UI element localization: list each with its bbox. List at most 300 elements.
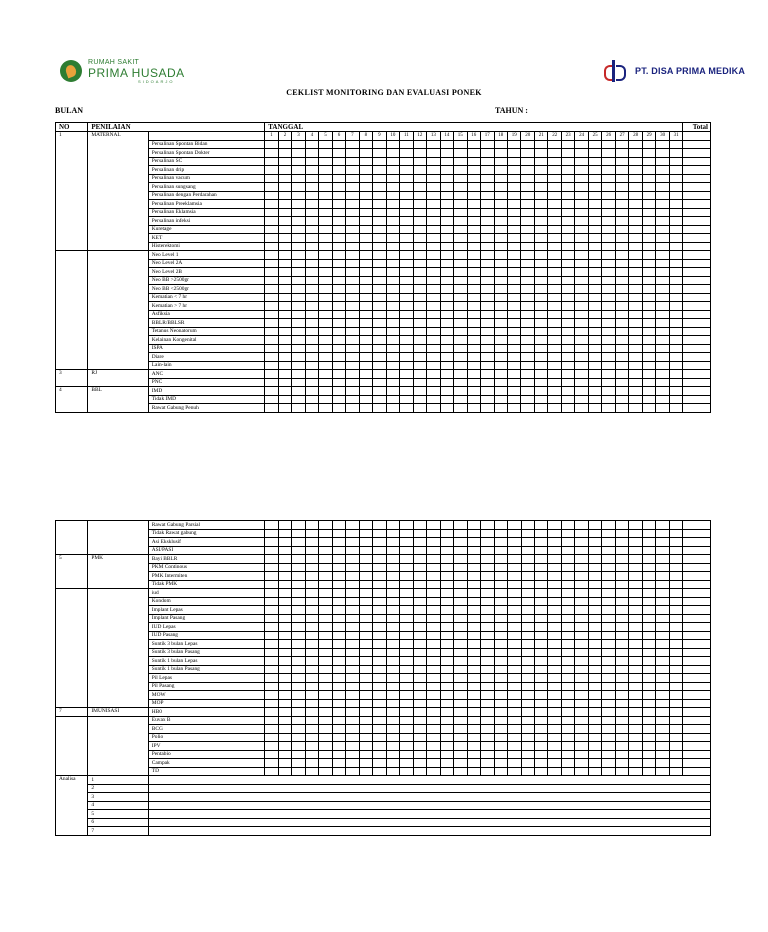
day-cell [656,767,669,776]
day-cell [319,546,332,555]
day-number: 29 [642,132,655,141]
day-cell [535,665,548,674]
day-cell [373,251,386,260]
day-cell [332,293,345,302]
day-cell [467,682,480,691]
day-cell [305,623,318,632]
day-cell [521,234,534,243]
day-cell [669,208,683,217]
day-cell [346,555,359,564]
day-cell [521,293,534,302]
day-cell [265,242,278,251]
day-cell [548,234,561,243]
day-cell [359,631,372,640]
day-cell [400,302,413,311]
day-cell [292,327,305,336]
day-cell [602,157,615,166]
day-cell [440,378,453,387]
day-cell [346,529,359,538]
total-cell [683,742,711,751]
day-number: 16 [467,132,480,141]
day-cell [292,606,305,615]
day-cell [440,268,453,277]
day-cell [548,395,561,404]
table-row [56,140,711,149]
day-cell [467,708,480,717]
day-cell [373,327,386,336]
item-label: Neo BB >2500gr [148,276,265,285]
day-cell [292,191,305,200]
day-number: 2 [278,132,291,141]
day-cell [265,251,278,260]
day-cell [454,657,467,666]
day-cell [400,657,413,666]
item-label: Persalinan vacum [148,174,265,183]
day-cell [602,225,615,234]
day-cell [454,623,467,632]
day-cell [669,183,683,192]
day-cell [386,623,399,632]
day-cell [373,200,386,209]
document-title: CEKLIST MONITORING DAN EVALUASI PONEK [286,88,482,97]
day-cell [602,344,615,353]
day-cell [656,251,669,260]
day-cell [548,174,561,183]
day-cell [305,174,318,183]
day-cell [508,276,521,285]
total-cell [683,648,711,657]
day-cell [373,387,386,396]
table-row [56,742,711,751]
analisa-number: 4 [88,801,148,810]
day-cell [481,742,494,751]
day-cell [346,767,359,776]
day-cell [548,725,561,734]
table-row [56,200,711,209]
day-cell [278,640,291,649]
day-cell [278,217,291,226]
leaf-logo-icon [60,60,82,82]
day-cell [319,521,332,530]
day-cell [561,361,574,370]
day-cell [278,404,291,413]
day-cell [427,259,440,268]
day-cell [413,395,426,404]
day-cell [615,361,628,370]
day-cell [561,225,574,234]
day-cell [305,166,318,175]
day-cell [278,674,291,683]
day-cell [588,563,601,572]
day-cell [359,174,372,183]
day-cell [561,149,574,158]
day-cell [656,742,669,751]
day-cell [359,208,372,217]
day-cell [305,742,318,751]
day-cell [454,682,467,691]
item-label: HB0 [148,708,265,717]
day-cell [413,268,426,277]
day-cell [656,623,669,632]
day-cell [534,336,547,345]
day-cell [427,589,440,598]
day-cell [602,631,615,640]
day-cell [346,319,359,328]
day-cell [535,538,548,547]
day-cell [494,742,507,751]
total-cell [683,691,711,700]
day-cell [575,767,588,776]
day-cell [400,404,413,413]
group-number: 1 [56,132,88,251]
day-cell [292,716,305,725]
day-cell [440,555,453,564]
day-cell [346,657,359,666]
day-cell [265,597,278,606]
day-cell [508,674,521,683]
day-cell [494,521,507,530]
day-cell [669,606,682,615]
day-cell [656,259,669,268]
day-cell [629,174,642,183]
day-cell [642,538,655,547]
day-cell [656,395,669,404]
day-cell [346,378,359,387]
group-number: 4 [56,387,88,413]
day-cell [534,157,547,166]
day-cell [319,217,332,226]
day-cell [319,640,332,649]
company-name: PT. DISA PRIMA MEDIKA [635,66,746,76]
day-cell [669,404,683,413]
day-cell [305,538,318,547]
day-cell [413,234,426,243]
day-cell [535,580,548,589]
day-cell [265,361,278,370]
day-cell [386,242,399,251]
day-cell [494,623,507,632]
item-label: Campak [148,759,265,768]
day-cell [588,521,601,530]
day-cell [481,327,494,336]
day-cell [508,614,521,623]
analisa-row [56,776,711,785]
day-cell [602,395,615,404]
day-cell [508,234,521,243]
day-cell [400,293,413,302]
day-cell [386,361,399,370]
column-penilaian: PENILAIAN [88,123,265,132]
day-cell [386,140,399,149]
day-cell [642,208,655,217]
total-cell [683,344,711,353]
day-cell [642,378,655,387]
day-cell [521,538,534,547]
day-cell [669,242,683,251]
day-cell [427,276,440,285]
day-cell [413,665,426,674]
day-cell [292,336,305,345]
day-cell [386,606,399,615]
day-cell [278,716,291,725]
total-cell [683,268,711,277]
item-label: Tidak PMK [148,580,265,589]
day-cell [265,767,278,776]
day-cell [292,225,305,234]
day-cell [346,699,359,708]
day-cell [508,370,521,379]
day-cell [413,674,426,683]
day-cell [454,529,467,538]
day-cell [642,200,655,209]
day-cell [642,555,655,564]
day-cell [265,302,278,311]
day-cell [481,242,494,251]
day-cell [615,555,628,564]
day-cell [454,191,467,200]
day-cell [656,691,669,700]
day-cell [413,691,426,700]
day-cell [629,597,642,606]
day-cell [588,242,601,251]
day-cell [292,589,305,598]
day-cell [669,521,682,530]
day-cell [346,149,359,158]
day-cell [615,404,628,413]
day-cell [521,327,534,336]
day-cell [467,234,480,243]
day-cell [413,208,426,217]
day-cell [588,268,601,277]
day-cell [332,378,345,387]
day-cell [319,191,332,200]
day-cell [508,733,521,742]
day-cell [535,682,548,691]
day-cell [561,691,574,700]
day-cell [535,674,548,683]
day-cell [602,759,615,768]
day-cell [548,682,561,691]
day-number: 19 [508,132,521,141]
day-cell [359,387,372,396]
day-cell [359,378,372,387]
day-cell [292,742,305,751]
day-cell [346,276,359,285]
day-cell [319,327,332,336]
day-cell [669,387,683,396]
group-category: MATERNAL [88,132,148,251]
day-cell [427,234,440,243]
day-cell [278,370,291,379]
day-cell [373,378,386,387]
day-cell [561,234,574,243]
day-cell [278,521,291,530]
day-cell [588,699,601,708]
day-cell [440,387,453,396]
day-cell [305,157,318,166]
day-cell [494,657,507,666]
day-number: 13 [427,132,440,141]
day-cell [278,733,291,742]
day-cell [534,344,547,353]
day-cell [373,759,386,768]
table-row [56,251,711,260]
day-cell [588,191,601,200]
day-cell [373,580,386,589]
day-cell [305,242,318,251]
day-cell [359,276,372,285]
day-cell [575,546,588,555]
day-cell [508,546,521,555]
day-cell [561,370,574,379]
day-cell [521,725,534,734]
day-cell [656,149,669,158]
day-cell [265,674,278,683]
day-cell [332,538,345,547]
day-cell [292,563,305,572]
total-cell [683,546,711,555]
day-cell [359,319,372,328]
day-cell [319,234,332,243]
day-cell [440,251,453,260]
day-cell [508,555,521,564]
day-cell [278,310,291,319]
day-cell [454,149,467,158]
day-cell [413,733,426,742]
day-cell [346,614,359,623]
day-cell [319,200,332,209]
day-cell [413,200,426,209]
day-cell [413,716,426,725]
day-cell [292,387,305,396]
day-cell [400,166,413,175]
day-cell [615,665,628,674]
day-cell [669,733,682,742]
day-cell [265,183,278,192]
day-cell [561,767,574,776]
day-cell [481,285,494,294]
day-cell [319,631,332,640]
day-cell [535,546,548,555]
day-cell [588,378,601,387]
day-cell [400,742,413,751]
day-cell [305,344,318,353]
day-cell [561,597,574,606]
day-cell [602,555,615,564]
day-cell [548,580,561,589]
day-cell [305,217,318,226]
day-cell [346,750,359,759]
day-cell [548,378,561,387]
day-cell [588,234,601,243]
day-cell [386,682,399,691]
day-cell [629,589,642,598]
day-cell [575,166,588,175]
day-cell [292,404,305,413]
day-cell [669,225,683,234]
day-cell [494,640,507,649]
day-cell [481,648,494,657]
day-cell [292,234,305,243]
day-cell [454,234,467,243]
day-cell [629,259,642,268]
day-cell [373,174,386,183]
day-cell [588,310,601,319]
day-cell [548,191,561,200]
day-cell [413,293,426,302]
day-cell [265,208,278,217]
day-cell [400,759,413,768]
day-cell [481,302,494,311]
item-label: IUD Lepas [148,623,265,632]
day-cell [535,606,548,615]
day-cell [305,149,318,158]
day-cell [278,174,291,183]
day-cell [400,242,413,251]
table-row [56,268,711,277]
table-row [56,750,711,759]
day-cell [440,733,453,742]
day-cell [332,589,345,598]
day-cell [467,538,480,547]
day-cell [265,563,278,572]
day-cell [642,767,655,776]
day-cell [319,716,332,725]
day-cell [332,251,345,260]
day-cell [427,521,440,530]
day-cell [454,268,467,277]
day-cell [561,665,574,674]
day-cell [656,174,669,183]
day-cell [494,327,507,336]
day-cell [386,370,399,379]
day-cell [521,370,534,379]
day-cell [373,242,386,251]
day-cell [292,614,305,623]
day-cell [602,234,615,243]
day-cell [521,336,534,345]
table-row [56,404,711,413]
day-cell [602,682,615,691]
day-cell [413,742,426,751]
analisa-number: 5 [88,810,148,819]
day-cell [467,174,480,183]
day-cell [359,699,372,708]
day-cell [481,572,494,581]
day-cell [373,310,386,319]
day-cell [521,319,534,328]
day-cell [615,140,628,149]
day-cell [319,404,332,413]
day-cell [305,606,318,615]
day-cell [305,183,318,192]
day-cell [494,319,507,328]
day-cell [413,183,426,192]
day-cell [373,538,386,547]
day-cell [454,589,467,598]
day-cell [413,606,426,615]
day-cell [615,674,628,683]
day-cell [642,395,655,404]
day-cell [575,259,588,268]
day-cell [440,563,453,572]
day-cell [413,538,426,547]
day-cell [278,200,291,209]
day-cell [400,546,413,555]
analisa-text [148,827,710,836]
day-cell [561,674,574,683]
day-cell [481,149,494,158]
